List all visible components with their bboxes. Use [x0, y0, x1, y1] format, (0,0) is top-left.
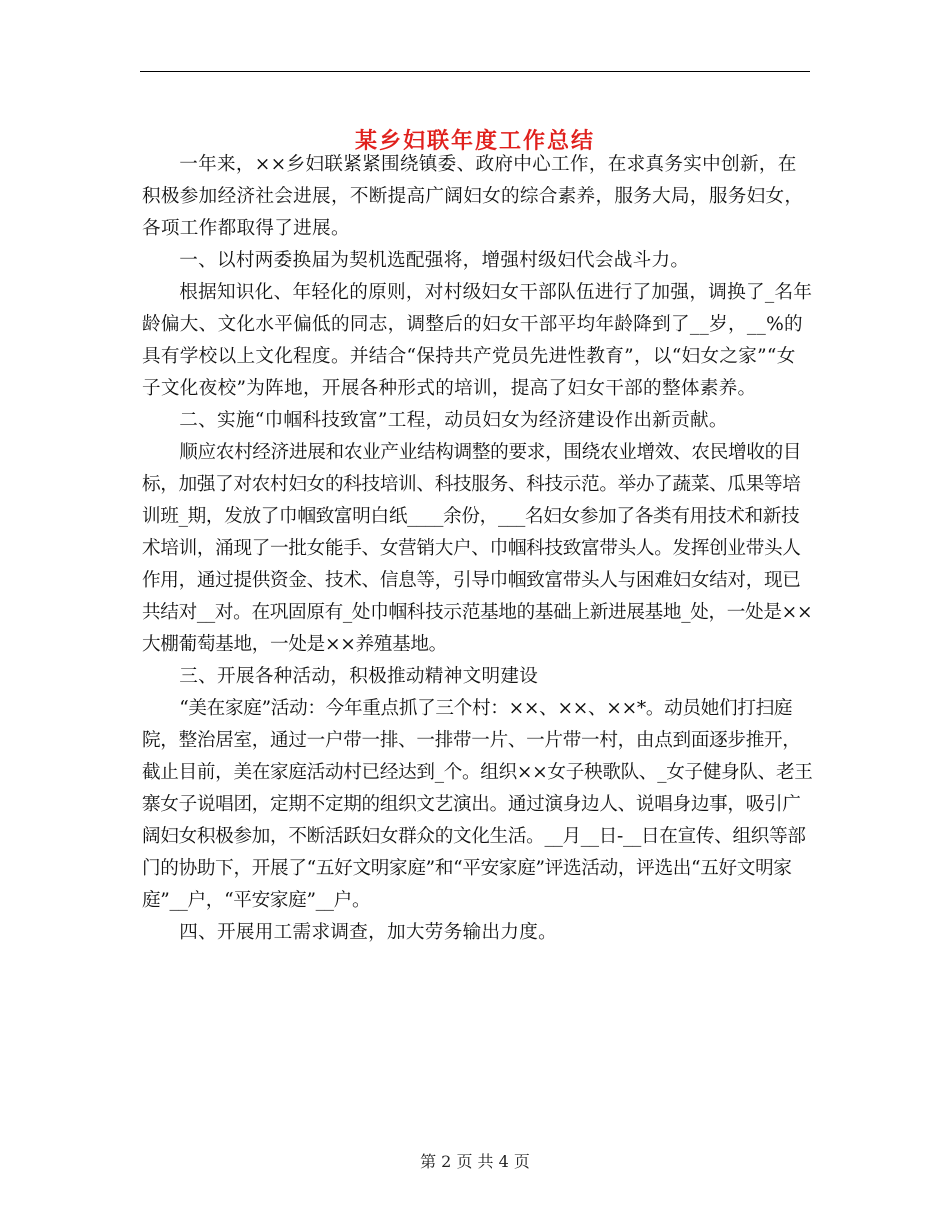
document-body [142, 149, 814, 949]
header-rule [140, 71, 810, 72]
paragraph-section-3: “美在家庭”活动：今年重点抓了三个村：××、××、××*。动员她们打扫庭院，整治居室，通过一户带一排、一排带一片、一片带一村，由点到面逐步推开，截止目前，美在家庭活动村已经达到_个。组织××女子秧歌队、_女子健身队、老王寨女子说唱团，定期不定期的组织文艺演出。通过演身边人、说唱身边事，吸引广阔妇女积极参加，不断活跃妇女群众的文化生活。__月__日-__日在宣传、组织等部门的协助下，开展了“五好文明家庭”和“平安家庭”评选活动，评选出“五好文明家庭”__户，“平安家庭”__户。 [142, 698, 813, 911]
document-title: 某乡妇联年度工作总结 [354, 127, 595, 154]
paragraph-intro: 一年来，××乡妇联紧紧围绕镇委、政府中心工作，在求真务实中创新，在积极参加经济社会进展，不断提高广阔妇女的综合素养，服务大局，服务妇女，各项工作都取得了进展。 [142, 154, 804, 239]
paragraph-section-1: 根据知识化、年轻化的原则，对村级妇女干部队伍进行了加强，调换了_名年龄偏大、文化水平偏低的同志，调整后的妇女干部平均年龄降到了__岁，__%的具有学校以上文化程度。并结合“保持共产党员先进性教育”，以“妇女之家”“女子文化夜校”为阵地，开展各种形式的培训，提高了妇女干部的整体素养。 [142, 282, 813, 399]
section-heading-3: 三、开展各种活动，积极推动精神文明建设 [179, 666, 539, 687]
section-heading-4: 四、开展用工需求调查，加大劳务输出力度。 [179, 922, 558, 943]
page-footer: 第 2 页 共 4 页 [420, 1152, 530, 1171]
section-heading-2: 二、实施“巾帼科技致富”工程，动员妇女为经济建设作出新贡献。 [179, 410, 728, 431]
paragraph-section-2: 顺应农村经济进展和农业产业结构调整的要求，围绕农业增效、农民增收的目标，加强了对农村妇女的科技培训、科技服务、科技示范。举办了蔬菜、瓜果等培训班_期，发放了巾帼致富明白纸____余份，___名妇女参加了各类有用技术和新技术培训，涌现了一批女能手、女营销大户、巾帼科技致富带头人。发挥创业带头人作用，通过提供资金、技术、信息等，引导巾帼致富带头人与困难妇女结对，现已共结对__对。在巩固原有_处巾帼科技示范基地的基础上新进展基地_处，一处是××大棚葡萄基地，一处是××养殖基地。 [142, 442, 813, 655]
section-heading-1: 一、以村两委换届为契机选配强将，增强村级妇代会战斗力。 [179, 250, 690, 271]
